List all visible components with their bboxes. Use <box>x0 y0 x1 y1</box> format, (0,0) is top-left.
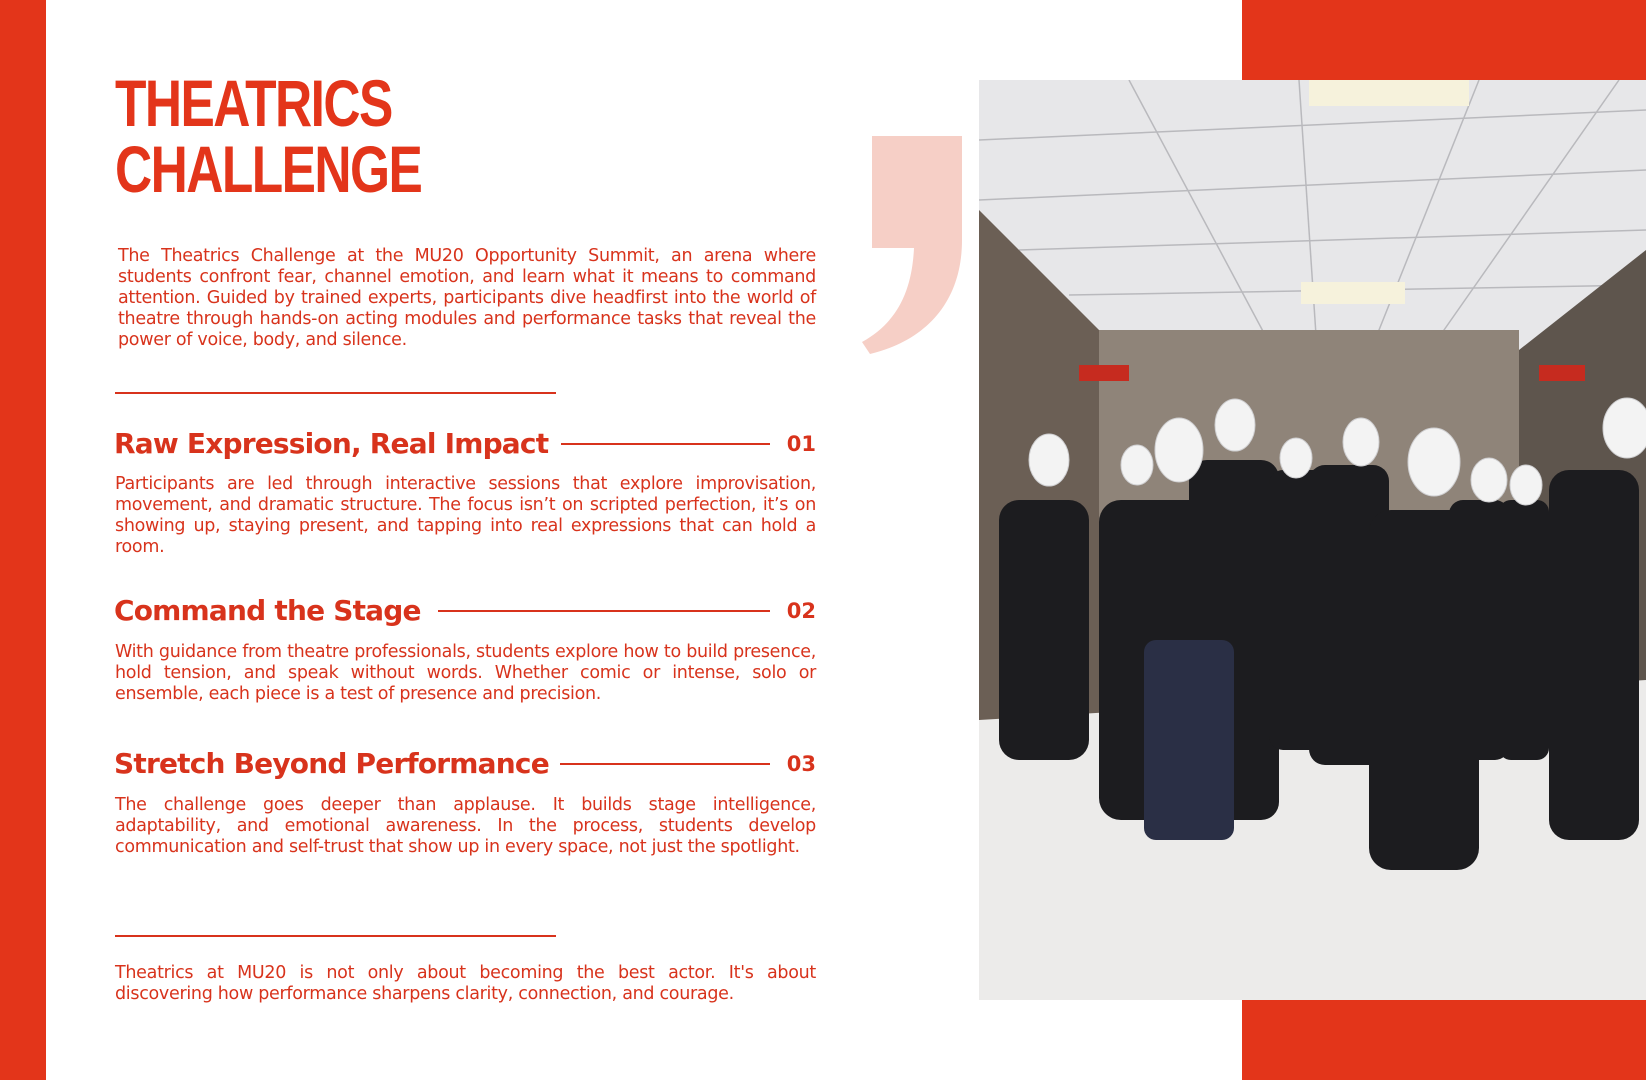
left-accent-bar <box>0 0 46 1080</box>
page-title <box>115 66 422 206</box>
section-heading-1: Raw Expression, Real Impact <box>114 427 549 460</box>
intro-paragraph: The Theatrics Challenge at the MU20 Opportunity Summit, an arena where students confront fear, channel emotion, and learn what it means to command attention. Guided by trained experts, participants dive headfirst into the world of theatre through hands-on acting modules and performance tasks that reveal the power of voice, body, and silence. <box>118 246 816 350</box>
section-body-3: The challenge goes deeper than applause. It builds stage intelligence, adaptability, and emotional awareness. In the process, students develop communication and self-trust that show up in every space, not just the spotlight. <box>115 795 816 857</box>
section-rule-2 <box>438 610 770 612</box>
section-rule-3 <box>560 763 770 765</box>
section-number-3: 03 <box>786 752 816 776</box>
section-header-3 <box>114 744 822 784</box>
section-heading-2: Command the Stage <box>114 594 421 627</box>
section-header-1 <box>114 424 822 464</box>
section-number-1: 01 <box>786 432 816 456</box>
section-number-2: 02 <box>786 599 816 623</box>
title-line-2: CHALLENGE <box>115 132 422 206</box>
bottom-right-accent-block <box>1242 1000 1646 1080</box>
divider-bottom <box>115 935 556 937</box>
section-rule-1 <box>561 443 770 445</box>
section-header-2 <box>114 591 822 631</box>
title-line-1: THEATRICS <box>115 66 392 140</box>
closing-paragraph: Theatrics at MU20 is not only about becoming the best actor. It's about discovering how performance sharpens clarity, connection, and courage. <box>115 963 816 1004</box>
divider-top <box>115 392 556 394</box>
top-right-accent-block <box>1242 0 1646 80</box>
photo-illustration <box>979 80 1646 1000</box>
section-body-1: Participants are led through interactive sessions that explore improvisation, movement, and dramatic structure. The focus isn’t on scripted perfection, it’s on showing up, staying present, and tapping into real expressions that can hold a room. <box>115 474 816 557</box>
section-heading-3: Stretch Beyond Performance <box>114 747 549 780</box>
masked-students-photo <box>979 80 1646 1000</box>
closing-quote-icon <box>858 130 964 360</box>
section-body-2: With guidance from theatre professionals, students explore how to build presence, hold tension, and speak without words. Whether comic or intense, solo or ensemble, each piece is a test of presence and precision. <box>115 642 816 704</box>
